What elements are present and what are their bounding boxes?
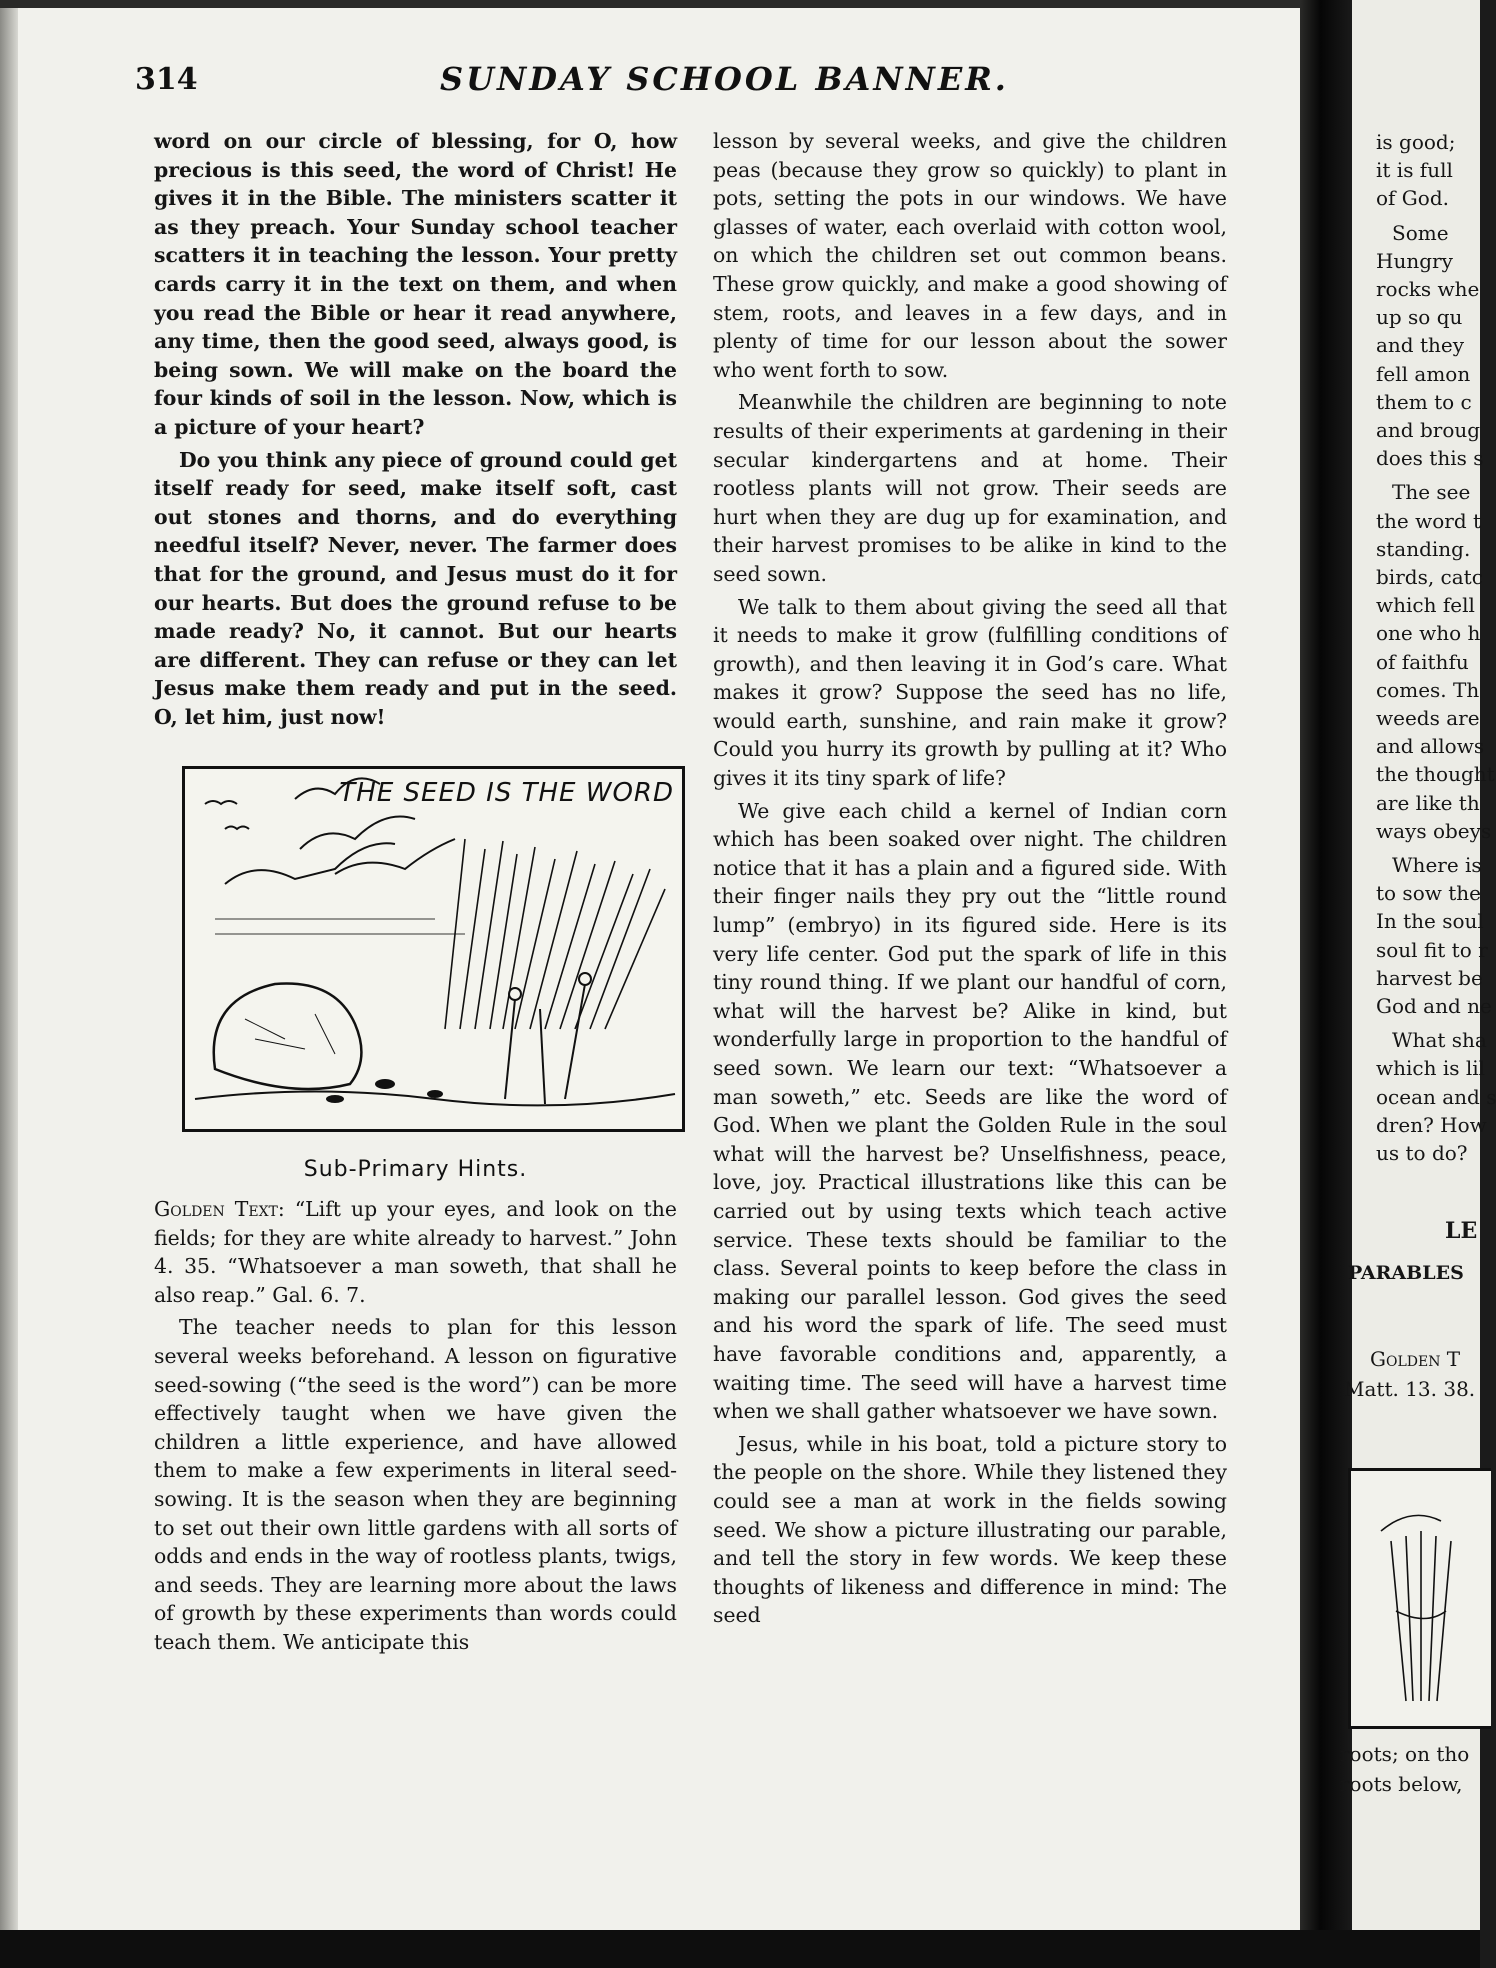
right-page-line: the thought (1376, 762, 1495, 787)
paragraph: Jesus, while in his boat, told a picture story to the people on the shore. While they listened they could see a man at work in the fields sowing seed. We show a picture illustrating our parable, and tell the story in few words. We keep these thoughts of likeness and difference in mind: The seed (713, 1431, 1227, 1628)
right-page-illustration (1348, 1468, 1491, 1729)
right-page-line: Where is (1392, 853, 1482, 877)
page-number: 314 (135, 62, 198, 97)
right-page-heading: LE (1445, 1218, 1478, 1244)
right-page-golden-ref: Matt. 13. 38. (1344, 1377, 1476, 1401)
section-subhead: Sub-Primary Hints. (303, 1157, 528, 1183)
illustration-seed-is-the-word (182, 766, 685, 1132)
paragraph: word on our circle of blessing, for O, how precious is this seed, the word of Christ! He gives it in the Bible. The ministers scatter it as they preach. Your Sunday school teacher scatters it in teaching the lesson. Your pretty cards carry it in the text on them, and when you read the Bible or hear it read anywhere, any time, then the good seed, always good, is being sown. We will make on the board the four kinds of soil in the lesson. Now, which is a picture of your heart? (154, 129, 677, 439)
bottom-shadow (0, 1930, 1480, 1968)
right-page-line: of God. (1376, 186, 1449, 211)
illustration-drawing (185, 769, 682, 1129)
right-page-line: the word t (1376, 508, 1482, 533)
golden-text-label: Golden Text: (154, 1197, 285, 1222)
right-page-subheading: PARABLES (1348, 1262, 1464, 1284)
paragraph: lesson by several weeks, and give the children peas (because they grow so quickly) to plant in pots, setting the pots in our windows. We have glasses of water, each overlaid with cotton wool, on which the children set out common beans. These grow quickly, and make a good showing of stem, roots, and leaves in a few days, and in plenty of time for our lesson about the sower who went forth to sow. (713, 129, 1227, 382)
right-page-line: What sha (1392, 1028, 1487, 1053)
right-page-line: one who h (1376, 621, 1481, 646)
middle-column (713, 127, 1227, 1630)
right-page-line: comes. Th (1376, 677, 1480, 702)
right-page-line: weeds are (1376, 706, 1480, 730)
right-page-line: to sow the (1376, 881, 1481, 906)
book-spine (1300, 0, 1352, 1930)
paragraph: Meanwhile the children are beginning to note results of their experiments at gardening in their secular kindergartens and at home. Their rootless plants will not grow. Their seeds are hurt when they are dug up for examination, and their harvest promises to be alike in kind to the seed sown. (713, 390, 1227, 586)
binding-gutter (0, 0, 18, 1968)
golden-text-body: “Lift up your eyes, and look on the fields; for they are white already to harvest.” John 4. 35. “Whatsoever a man soweth, that shall he also reap.” Gal. 6. 7. (154, 1197, 677, 1307)
right-page-line: Hungry (1376, 248, 1453, 273)
right-page-line: rocks whe (1376, 277, 1480, 301)
left-column (154, 127, 677, 1657)
right-page-line: and they (1376, 333, 1465, 358)
right-page-line: soul fit to r (1376, 937, 1488, 962)
right-page-line: dren? How (1376, 1112, 1487, 1137)
right-page-line: which is lil (1376, 1056, 1486, 1081)
paragraph: We talk to them about giving the seed all that it needs to make it grow (fulfilling conditions of growth), and then leaving it in God’s care. What makes it grow? Suppose the seed has no life, would earth, sunshine, and rain make it grow? Could you hurry its growth by pulling at it? Who gives it its tiny spark of life? (713, 594, 1227, 791)
right-page-line: Some (1392, 220, 1449, 245)
right-page-line: of faithfu (1376, 649, 1469, 674)
figure-title: THE SEED IS THE WORD (339, 778, 674, 809)
right-page-line: ways obeys (1376, 818, 1492, 843)
paragraph: Do you think any piece of ground could get itself ready for seed, make itself soft, cast out stones and thorns, and do everything needful itself? Never, never. The farmer does that for the ground, and Jesus must do it for our hearts. But does the ground refuse to be made ready? No, it cannot. But our hearts are different. They can refuse or they can let Jesus make them ready and put in the seed. O, let him, just now! (154, 447, 677, 729)
right-page-line: roots below, (1340, 1772, 1463, 1796)
paragraph: The teacher needs to plan for this lesson several weeks beforehand. A lesson on figurative seed-sowing (“the seed is the word”) can be more effectively taught when we have given the children a little experience, and have allowed them to make a few experiments in literal seed-sowing. It is the season when they are beginning to set out their own little gardens with all sorts of odds and ends in the way of rootless plants, twigs, and seeds. They are learning more about the laws of growth by these experiments than words could teach them. We anticipate this (154, 1315, 677, 1654)
paragraph: We give each child a kernel of Indian corn which has been soaked over night. The children notice that it has a plain and a figured side. With their finger nails they pry out the “little round lump” (embryo) in its figured side. Here is its very life center. God put the spark of life in this tiny round thing. If we plant our handful of corn, what will the harvest be? Alike in kind, but wonderfully large in proportion to the handful of seed sown. We learn our text: “Whatsoever a man soweth,” etc. Seeds are like the word of God. When we plant the Golden Rule in the soul what will the harvest be? Unselfishness, peace, love, joy. Practical illustrations like this can be carried out by using texts which teach active service. These texts should be familiar to the class. Several points to keep before the class in making our parallel lesson. God gives the seed and his word the spark of life. The seed must have favorable conditions and, apparently, a waiting time. The seed will have a harvest time when we shall gather whatsoever we have sown. (713, 798, 1227, 1424)
top-edge (0, 0, 1480, 8)
right-page-line: which fell (1376, 593, 1475, 618)
golden-text (154, 1195, 677, 1309)
right-page-line: harvest be (1376, 965, 1483, 990)
right-page-line: us to do? (1376, 1141, 1468, 1165)
right-page-line: does this s (1376, 446, 1484, 471)
right-page-line: and allows (1376, 734, 1485, 759)
right-page-line: birds, catc (1376, 565, 1483, 589)
right-page-line: roots; on tho (1340, 1742, 1470, 1766)
right-page-line: standing. (1376, 536, 1471, 561)
running-head: SUNDAY SCHOOL BANNER. (440, 60, 1009, 98)
right-page-line: it is full (1376, 158, 1453, 183)
right-page-line: and broug (1376, 418, 1481, 442)
right-page-line: is good; (1376, 130, 1456, 154)
right-page-line: The see (1392, 480, 1471, 505)
right-page-line: them to c (1376, 389, 1472, 414)
right-page-line: ocean and s (1376, 1084, 1496, 1109)
sheaf-drawing (1351, 1471, 1491, 1726)
right-page-golden-label: Golden T (1370, 1347, 1461, 1371)
right-page-line: fell amon (1376, 361, 1471, 386)
right-page-line: up so qu (1376, 305, 1463, 330)
right-page-line: God and ne (1376, 994, 1492, 1018)
right-page-line: are like th (1376, 790, 1480, 815)
right-page-line: In the soul (1376, 909, 1484, 934)
